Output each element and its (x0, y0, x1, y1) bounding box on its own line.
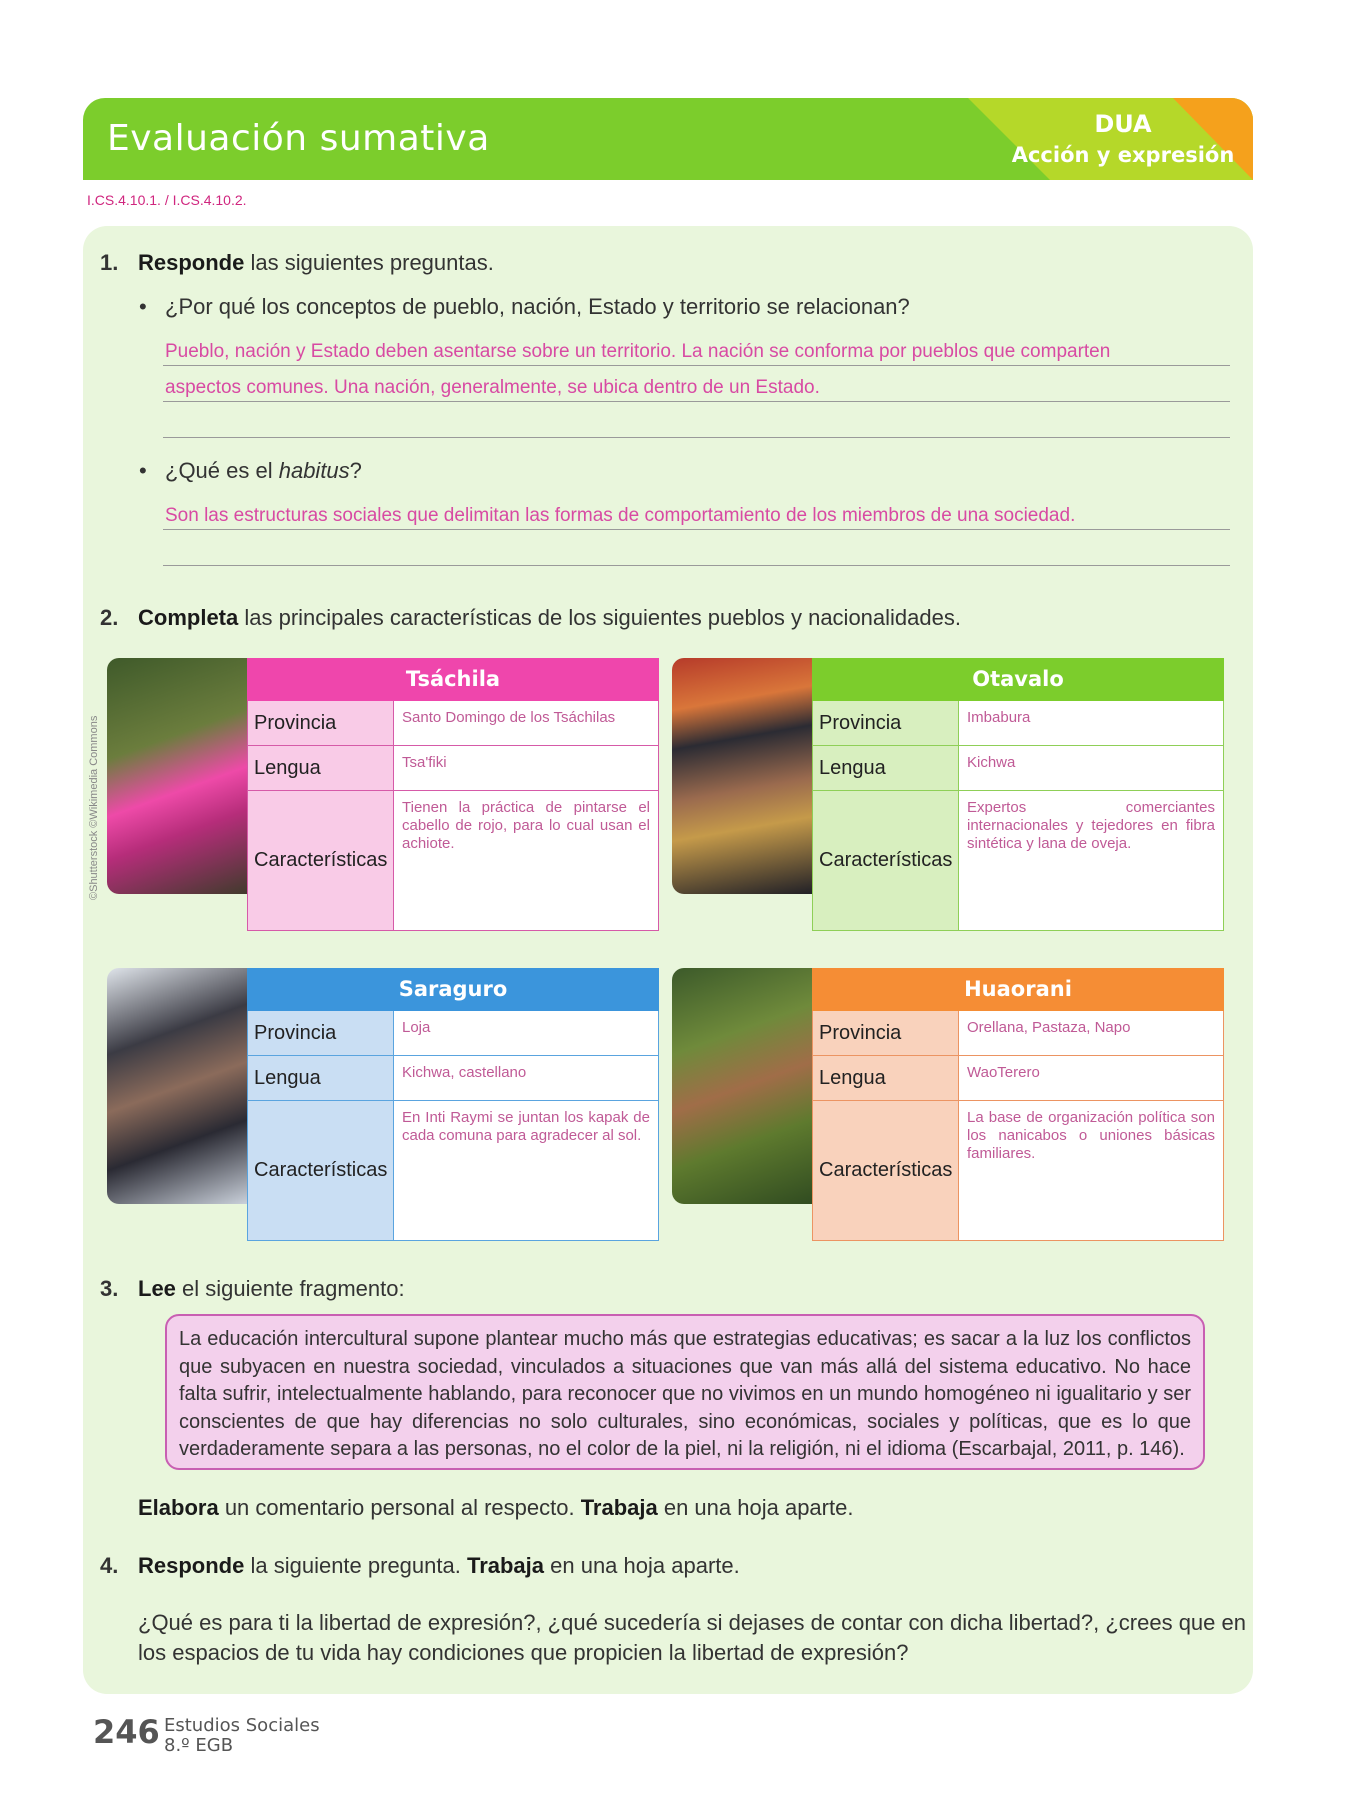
row-label: Lengua (813, 746, 959, 790)
row-value[interactable]: Kichwa, castellano (394, 1056, 658, 1100)
row-value[interactable]: Tsa'fiki (394, 746, 658, 790)
dua-label: DUA (1094, 110, 1152, 138)
row-label: Provincia (813, 701, 959, 745)
question-text: las siguientes preguntas. (244, 250, 494, 275)
indicator-codes: I.CS.4.10.1. / I.CS.4.10.2. (87, 192, 247, 208)
question-2 (100, 605, 1200, 635)
question-1 (100, 250, 1200, 280)
question-number: 3. (100, 1276, 119, 1301)
people-table (247, 658, 659, 931)
dua-subtitle: Acción y expresión (1011, 143, 1235, 167)
row-label: Características (813, 1101, 959, 1240)
people-table-title: Tsáchila (247, 658, 659, 701)
row-label: Provincia (813, 1011, 959, 1055)
question-text: el siguiente fragmento: (175, 1276, 405, 1301)
row-label: Lengua (248, 1056, 394, 1100)
people-table-row (247, 1056, 659, 1101)
people-table-row (247, 1101, 659, 1241)
people-table-row (247, 746, 659, 791)
question-number: 2. (100, 605, 119, 630)
question-number: 4. (100, 1553, 119, 1578)
people-table-title: Huaorani (812, 968, 1224, 1011)
people-table-title: Otavalo (812, 658, 1224, 701)
elabora-instruction: Elabora un comentario personal al respecto. Trabaja en una hoja aparte. (138, 1495, 854, 1520)
question-verb: Completa (138, 605, 239, 630)
row-label: Provincia (248, 701, 394, 745)
bullet-question-2: • ¿Qué es el habitus? (165, 458, 362, 484)
quote-box: La educación intercultural supone plantear mucho más que estrategias educativas; es sacar a la luz los conflictos que subyacen en nuestra sociedad, vinculados a situaciones que van más allá del sistema educativo. No hace falta sufrir, intelectualmente hablando, para reconocer que no vivimos en un mundo homogéneo ni igualitario y ser conscientes de que hay diferencias no solo culturales, sino económicas, sociales y políticas, que es lo que verdaderamente separa a las personas, no el color de la piel, ni la religión, ni el idioma (Escarbajal, 2011, p. 146). (165, 1314, 1205, 1470)
people-table-row (812, 1011, 1224, 1056)
page-number: 246 (93, 1713, 160, 1751)
people-table-row (247, 701, 659, 746)
row-label: Características (248, 1101, 394, 1240)
row-label: Características (813, 791, 959, 930)
row-value[interactable]: Santo Domingo de los Tsáchilas (394, 701, 658, 745)
question-4-text-line-2: los espacios de tu vida hay condiciones que propicien la libertad de expresión? (138, 1640, 909, 1665)
answer-line[interactable] (163, 404, 1230, 438)
page-title: Evaluación sumativa (107, 118, 490, 159)
row-value[interactable]: Imbabura (959, 701, 1223, 745)
question-verb: Responde (138, 250, 245, 275)
question-4: 4. Responde la siguiente pregunta. Trabaja en una hoja aparte. (100, 1553, 740, 1578)
people-table-row (812, 746, 1224, 791)
people-table-row (812, 701, 1224, 746)
row-label: Provincia (248, 1011, 394, 1055)
footer-subject: Estudios Sociales 8.º EGB (164, 1715, 320, 1756)
question-number: 1. (100, 250, 119, 275)
row-value[interactable]: Kichwa (959, 746, 1223, 790)
question-3 (100, 1276, 1200, 1306)
people-photo (107, 968, 255, 1204)
people-table (812, 658, 1224, 931)
row-value[interactable]: WaoTerero (959, 1056, 1223, 1100)
people-table-row (247, 1011, 659, 1056)
row-value[interactable]: Expertos comerciantes internacionales y tejedores en fibra sintética y lana de oveja. (959, 791, 1223, 930)
people-table (247, 968, 659, 1241)
activity-panel (83, 226, 1253, 1694)
people-table-row (812, 791, 1224, 931)
bullet-question-1: • ¿Por qué los conceptos de pueblo, nación, Estado y territorio se relacionan? (165, 294, 910, 320)
answer-text: Pueblo, nación y Estado deben asentarse sobre un territorio. La nación se conforma por pueblos que comparten (165, 341, 1111, 362)
people-table-row (247, 791, 659, 931)
question-4-text-line-1: ¿Qué es para ti la libertad de expresión?, ¿qué sucedería si dejases de contar con dicha libertad?, ¿crees que en (138, 1610, 1246, 1635)
question-verb: Responde (138, 1553, 245, 1578)
question-verb: Lee (138, 1276, 176, 1301)
people-table (812, 968, 1224, 1241)
row-label: Características (248, 791, 394, 930)
row-label: Lengua (813, 1056, 959, 1100)
people-table-row (812, 1056, 1224, 1101)
people-photo (672, 658, 820, 894)
answer-text: Son las estructuras sociales que delimitan las formas de comportamiento de los miembros de una sociedad. (165, 505, 1076, 526)
photo-credit: ©Shutterstock ©Wikimedia Commons (88, 715, 100, 900)
people-table-title: Saraguro (247, 968, 659, 1011)
row-value[interactable]: En Inti Raymi se juntan los kapak de cada comuna para agradecer al sol. (394, 1101, 658, 1240)
row-value[interactable]: Orellana, Pastaza, Napo (959, 1011, 1223, 1055)
section-header (83, 98, 1253, 180)
row-value[interactable]: Loja (394, 1011, 658, 1055)
people-photo (107, 658, 255, 894)
row-value[interactable]: Tienen la práctica de pintarse el cabello de rojo, para lo cual usan el achiote. (394, 791, 658, 930)
people-photo (672, 968, 820, 1204)
people-table-row (812, 1101, 1224, 1241)
answer-line[interactable] (163, 532, 1230, 566)
answer-text: aspectos comunes. Una nación, generalmente, se ubica dentro de un Estado. (165, 377, 820, 398)
row-value[interactable]: La base de organización política son los nanicabos o uniones básicas familiares. (959, 1101, 1223, 1240)
row-label: Lengua (248, 746, 394, 790)
question-text: las principales características de los siguientes pueblos y nacionalidades. (238, 605, 961, 630)
